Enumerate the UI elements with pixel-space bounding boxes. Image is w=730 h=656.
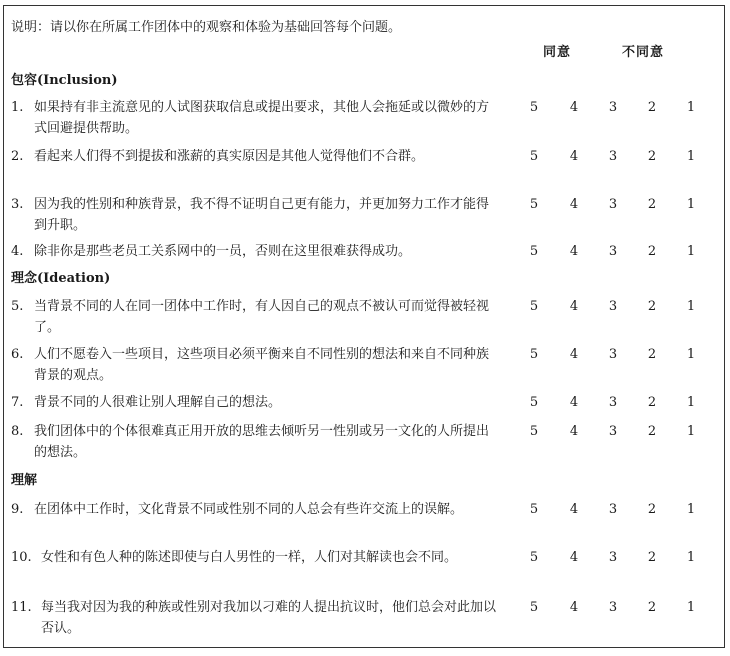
question-number: 10. <box>11 550 32 565</box>
rating-scale-1[interactable] <box>520 97 710 118</box>
rating-option-3[interactable]: 3 <box>608 424 618 439</box>
rating-scale-10[interactable] <box>520 547 710 568</box>
rating-option-4[interactable]: 4 <box>569 347 579 362</box>
rating-option-4[interactable]: 4 <box>569 149 579 164</box>
rating-option-1[interactable]: 1 <box>686 149 696 164</box>
rating-scale-11[interactable] <box>520 597 710 618</box>
question-text: 除非你是那些老员工关系网中的一员，否则在这里很难获得成功。 <box>34 244 412 259</box>
rating-option-5[interactable]: 5 <box>529 502 539 517</box>
question-text: 背景不同的人很难让别人理解自己的想法。 <box>34 395 282 410</box>
agree-header: 同意 <box>543 45 572 60</box>
rating-option-3[interactable]: 3 <box>608 395 618 410</box>
instructions: 说明：请以你在所属工作团体中的观察和体验为基础回答每个问题。 <box>11 20 402 35</box>
rating-option-4[interactable]: 4 <box>569 550 579 565</box>
rating-option-1[interactable]: 1 <box>686 424 696 439</box>
rating-option-3[interactable]: 3 <box>608 197 618 212</box>
rating-option-1[interactable]: 1 <box>686 502 696 517</box>
rating-option-2[interactable]: 2 <box>647 299 657 314</box>
rating-option-2[interactable]: 2 <box>647 149 657 164</box>
rating-option-1[interactable]: 1 <box>686 197 696 212</box>
rating-option-3[interactable]: 3 <box>608 600 618 615</box>
rating-scale-7[interactable] <box>520 392 710 413</box>
question-number: 9. <box>11 502 24 517</box>
rating-option-5[interactable]: 5 <box>529 244 539 259</box>
rating-option-1[interactable]: 1 <box>686 347 696 362</box>
rating-scale-2[interactable] <box>520 146 710 167</box>
question-number: 11. <box>11 600 32 615</box>
rating-option-4[interactable]: 4 <box>569 600 579 615</box>
rating-option-4[interactable]: 4 <box>569 100 579 115</box>
question-text: 人们不愿卷入一些项目，这些项目必须平衡来自不同性别的想法和来自不同种族背景的观点。 <box>34 347 490 383</box>
rating-option-2[interactable]: 2 <box>647 100 657 115</box>
question-text: 如果持有非主流意见的人试图获取信息或提出要求，其他人会拖延或以微妙的方式回避提供帮助。 <box>34 100 490 136</box>
rating-option-5[interactable]: 5 <box>529 197 539 212</box>
rating-option-2[interactable]: 2 <box>647 395 657 410</box>
section-title-understanding: 理解 <box>11 473 38 488</box>
rating-option-4[interactable]: 4 <box>569 197 579 212</box>
rating-option-5[interactable]: 5 <box>529 424 539 439</box>
rating-option-1[interactable]: 1 <box>686 550 696 565</box>
rating-option-2[interactable]: 2 <box>647 550 657 565</box>
rating-option-5[interactable]: 5 <box>529 149 539 164</box>
rating-option-1[interactable]: 1 <box>686 244 696 259</box>
question-number: 3. <box>11 197 24 212</box>
rating-option-3[interactable]: 3 <box>608 149 618 164</box>
rating-option-5[interactable]: 5 <box>529 347 539 362</box>
rating-option-3[interactable]: 3 <box>608 244 618 259</box>
question-number: 1. <box>11 100 24 115</box>
rating-option-2[interactable]: 2 <box>647 502 657 517</box>
rating-option-3[interactable]: 3 <box>608 347 618 362</box>
question-text: 当背景不同的人在同一团体中工作时，有人因自己的观点不被认可而觉得被轻视了。 <box>34 299 490 335</box>
rating-option-1[interactable]: 1 <box>686 299 696 314</box>
rating-scale-4[interactable] <box>520 241 710 262</box>
rating-option-1[interactable]: 1 <box>686 395 696 410</box>
question-text: 看起来人们得不到提拔和涨薪的真实原因是其他人觉得他们不合群。 <box>34 149 425 164</box>
rating-scale-3[interactable] <box>520 194 710 215</box>
rating-option-4[interactable]: 4 <box>569 424 579 439</box>
question-number: 4. <box>11 244 24 259</box>
rating-option-2[interactable]: 2 <box>647 424 657 439</box>
section-title-ideation: 理念(Ideation) <box>11 271 111 286</box>
rating-scale-8[interactable] <box>520 421 710 442</box>
rating-option-4[interactable]: 4 <box>569 395 579 410</box>
rating-option-5[interactable]: 5 <box>529 550 539 565</box>
rating-option-1[interactable]: 1 <box>686 600 696 615</box>
rating-option-4[interactable]: 4 <box>569 502 579 517</box>
question-text: 因为我的性别和种族背景，我不得不证明自己更有能力，并更加努力工作才能得到升职。 <box>34 197 490 233</box>
rating-option-2[interactable]: 2 <box>647 197 657 212</box>
rating-scale-6[interactable] <box>520 344 710 365</box>
rating-option-3[interactable]: 3 <box>608 502 618 517</box>
rating-option-5[interactable]: 5 <box>529 600 539 615</box>
question-text: 我们团体中的个体很难真正用开放的思维去倾听另一性别或另一文化的人所提出的想法。 <box>34 424 490 460</box>
question-number: 2. <box>11 149 24 164</box>
rating-option-5[interactable]: 5 <box>529 100 539 115</box>
section-title-inclusion: 包容(Inclusion) <box>11 73 118 88</box>
question-text: 在团体中工作时，文化背景不同或性别不同的人总会有些许交流上的误解。 <box>34 502 464 517</box>
rating-option-2[interactable]: 2 <box>647 347 657 362</box>
rating-option-3[interactable]: 3 <box>608 299 618 314</box>
rating-option-5[interactable]: 5 <box>529 395 539 410</box>
rating-option-2[interactable]: 2 <box>647 600 657 615</box>
question-number: 8. <box>11 424 24 439</box>
rating-option-4[interactable]: 4 <box>569 244 579 259</box>
rating-option-4[interactable]: 4 <box>569 299 579 314</box>
question-text: 每当我对因为我的种族或性别对我加以刁难的人提出抗议时，他们总会对此加以否认。 <box>41 600 497 636</box>
rating-scale-5[interactable] <box>520 296 710 317</box>
disagree-header: 不同意 <box>622 45 665 60</box>
question-text: 女性和有色人种的陈述即使与白人男性的一样，人们对其解读也会不同。 <box>41 550 458 565</box>
rating-option-1[interactable]: 1 <box>686 100 696 115</box>
rating-option-3[interactable]: 3 <box>608 550 618 565</box>
rating-option-5[interactable]: 5 <box>529 299 539 314</box>
rating-option-3[interactable]: 3 <box>608 100 618 115</box>
rating-scale-9[interactable] <box>520 499 710 520</box>
question-number: 5. <box>11 299 24 314</box>
question-number: 7. <box>11 395 24 410</box>
question-number: 6. <box>11 347 24 362</box>
rating-option-2[interactable]: 2 <box>647 244 657 259</box>
